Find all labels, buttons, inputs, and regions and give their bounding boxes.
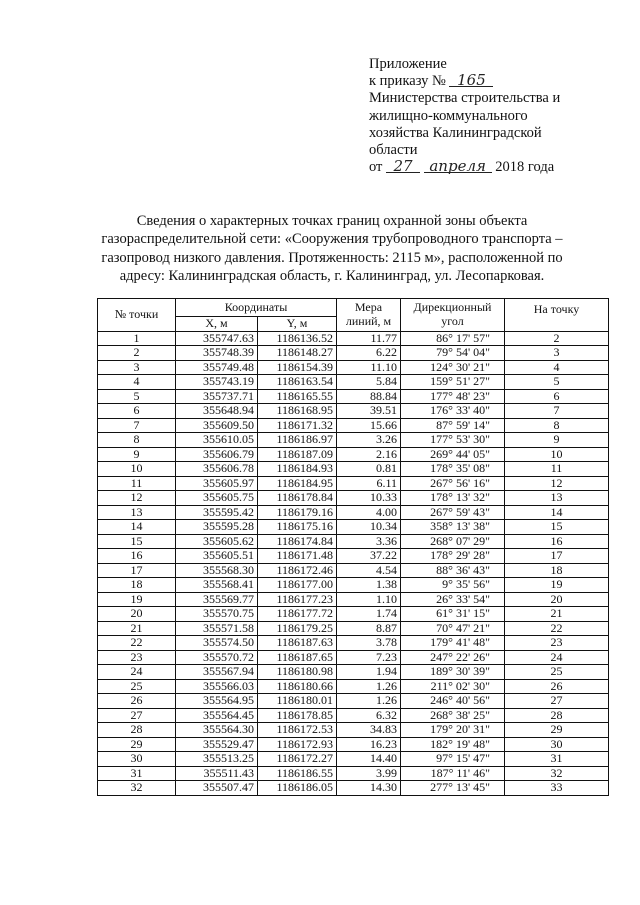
direction-angle-cell: 179° 20' 31"	[401, 723, 505, 738]
to-point-cell: 2	[505, 331, 609, 346]
line-measure-cell: 3.36	[337, 534, 401, 549]
line-measure-cell: 4.00	[337, 505, 401, 520]
line-measure-cell: 1.10	[337, 592, 401, 607]
direction-angle-cell: 70° 47' 21"	[401, 621, 505, 636]
x-coordinate-cell: 355566.03	[176, 679, 258, 694]
y-coordinate-cell: 1186180.66	[258, 679, 337, 694]
header-coordinates: Координаты	[176, 299, 337, 317]
x-coordinate-cell: 355529.47	[176, 737, 258, 752]
point-number-cell: 29	[98, 737, 176, 752]
point-number-cell: 32	[98, 781, 176, 796]
table-row	[98, 433, 609, 448]
header-to-point: На точку	[505, 299, 609, 332]
point-number-cell: 16	[98, 549, 176, 564]
point-number-cell: 22	[98, 636, 176, 651]
header-direction-line-1: Дирекционный	[413, 300, 492, 315]
direction-angle-cell: 124° 30' 21"	[401, 360, 505, 375]
direction-angle-cell: 79° 54' 04"	[401, 346, 505, 361]
to-point-cell: 18	[505, 563, 609, 578]
x-coordinate-cell: 355507.47	[176, 781, 258, 796]
y-coordinate-cell: 1186172.93	[258, 737, 337, 752]
x-coordinate-cell: 355748.39	[176, 346, 258, 361]
table-row	[98, 505, 609, 520]
to-point-cell: 11	[505, 462, 609, 477]
line-measure-cell: 1.74	[337, 607, 401, 622]
direction-angle-cell: 61° 31' 15"	[401, 607, 505, 622]
to-point-cell: 8	[505, 418, 609, 433]
direction-angle-cell: 268° 07' 29"	[401, 534, 505, 549]
line-measure-cell: 6.11	[337, 476, 401, 491]
ministry-line-3: хозяйства Калининградской	[369, 124, 542, 141]
line-measure-cell: 11.10	[337, 360, 401, 375]
y-coordinate-cell: 1186179.25	[258, 621, 337, 636]
line-measure-cell: 34.83	[337, 723, 401, 738]
direction-angle-cell: 177° 48' 23"	[401, 389, 505, 404]
line-measure-cell: 10.33	[337, 491, 401, 506]
line-measure-cell: 14.30	[337, 781, 401, 796]
to-point-cell: 33	[505, 781, 609, 796]
header-x: X, м	[176, 317, 258, 332]
ministry-line-4: области	[369, 142, 418, 159]
table-row	[98, 476, 609, 491]
y-coordinate-cell: 1186186.55	[258, 766, 337, 781]
table-row	[98, 607, 609, 622]
line-measure-cell: 1.38	[337, 578, 401, 593]
x-coordinate-cell: 355605.97	[176, 476, 258, 491]
line-measure-cell: 1.26	[337, 694, 401, 709]
to-point-cell: 30	[505, 737, 609, 752]
x-coordinate-cell: 355747.63	[176, 331, 258, 346]
header-direction-angle	[401, 299, 505, 332]
to-point-cell: 31	[505, 752, 609, 767]
y-coordinate-cell: 1186178.84	[258, 491, 337, 506]
y-coordinate-cell: 1186186.97	[258, 433, 337, 448]
x-coordinate-cell: 355567.94	[176, 665, 258, 680]
x-coordinate-cell: 355737.71	[176, 389, 258, 404]
to-point-cell: 13	[505, 491, 609, 506]
ministry-line-1: Министерства строительства и	[369, 90, 561, 107]
direction-angle-cell: 178° 29' 28"	[401, 549, 505, 564]
point-number-cell: 4	[98, 375, 176, 390]
to-point-cell: 14	[505, 505, 609, 520]
point-number-cell: 8	[98, 433, 176, 448]
to-point-cell: 15	[505, 520, 609, 535]
to-point-cell: 23	[505, 636, 609, 651]
y-coordinate-cell: 1186184.93	[258, 462, 337, 477]
table-row	[98, 781, 609, 796]
line-measure-cell: 7.23	[337, 650, 401, 665]
direction-angle-cell: 267° 59' 43"	[401, 505, 505, 520]
line-measure-cell: 6.32	[337, 708, 401, 723]
table-row	[98, 621, 609, 636]
y-coordinate-cell: 1186168.95	[258, 404, 337, 419]
y-coordinate-cell: 1186172.27	[258, 752, 337, 767]
point-number-cell: 20	[98, 607, 176, 622]
table-row	[98, 563, 609, 578]
point-number-cell: 28	[98, 723, 176, 738]
y-coordinate-cell: 1186180.98	[258, 665, 337, 680]
line-measure-cell: 3.26	[337, 433, 401, 448]
x-coordinate-cell: 355570.72	[176, 650, 258, 665]
table-row	[98, 708, 609, 723]
line-measure-cell: 8.87	[337, 621, 401, 636]
to-point-cell: 20	[505, 592, 609, 607]
x-coordinate-cell: 355569.77	[176, 592, 258, 607]
point-number-cell: 10	[98, 462, 176, 477]
appendix-title: Приложение	[369, 56, 447, 72]
x-coordinate-cell: 355513.25	[176, 752, 258, 767]
direction-angle-cell: 268° 38' 25"	[401, 708, 505, 723]
title-line-3: газопровод низкого давления. Протяженность: 2115 м», расположенной по	[101, 249, 563, 266]
x-coordinate-cell: 355648.94	[176, 404, 258, 419]
table-row	[98, 375, 609, 390]
to-point-cell: 10	[505, 447, 609, 462]
y-coordinate-cell: 1186177.72	[258, 607, 337, 622]
point-number-cell: 25	[98, 679, 176, 694]
boundary-points-table	[97, 298, 609, 796]
order-number-handwritten: 165	[449, 73, 493, 87]
table-row	[98, 636, 609, 651]
to-point-cell: 5	[505, 375, 609, 390]
point-number-cell: 1	[98, 331, 176, 346]
x-coordinate-cell: 355605.51	[176, 549, 258, 564]
ministry-line-2: жилищно-коммунального	[369, 107, 528, 124]
to-point-cell: 25	[505, 665, 609, 680]
line-measure-cell: 4.54	[337, 563, 401, 578]
title-line-1: Сведения о характерных точках границ охранной зоны объекта	[136, 213, 528, 229]
order-prefix: к приказу №	[369, 73, 446, 90]
header-line-measure	[337, 299, 401, 332]
direction-angle-cell: 159° 51' 27"	[401, 375, 505, 390]
x-coordinate-cell: 355606.79	[176, 447, 258, 462]
to-point-cell: 4	[505, 360, 609, 375]
table-row	[98, 331, 609, 346]
direction-angle-cell: 189° 30' 39"	[401, 665, 505, 680]
direction-angle-cell: 178° 35' 08"	[401, 462, 505, 477]
table-row	[98, 592, 609, 607]
table-row	[98, 766, 609, 781]
direction-angle-cell: 88° 36' 43"	[401, 563, 505, 578]
direction-angle-cell: 267° 56' 16"	[401, 476, 505, 491]
y-coordinate-cell: 1186154.39	[258, 360, 337, 375]
table-row	[98, 679, 609, 694]
point-number-cell: 17	[98, 563, 176, 578]
to-point-cell: 16	[505, 534, 609, 549]
document-title	[82, 212, 582, 285]
table-row	[98, 665, 609, 680]
y-coordinate-cell: 1186148.27	[258, 346, 337, 361]
x-coordinate-cell: 355564.95	[176, 694, 258, 709]
x-coordinate-cell: 355595.28	[176, 520, 258, 535]
y-coordinate-cell: 1186187.65	[258, 650, 337, 665]
table-row	[98, 346, 609, 361]
line-measure-cell: 88.84	[337, 389, 401, 404]
to-point-cell: 28	[505, 708, 609, 723]
table-row	[98, 389, 609, 404]
direction-angle-cell: 176° 33' 40"	[401, 404, 505, 419]
point-number-cell: 21	[98, 621, 176, 636]
order-line	[369, 73, 629, 90]
point-number-cell: 3	[98, 360, 176, 375]
table-row	[98, 737, 609, 752]
to-point-cell: 24	[505, 650, 609, 665]
line-measure-cell: 2.16	[337, 447, 401, 462]
title-line-4: адресу: Калининградская область, г. Калининград, ул. Лесопарковая.	[119, 267, 545, 284]
y-coordinate-cell: 1186172.46	[258, 563, 337, 578]
y-coordinate-cell: 1186179.16	[258, 505, 337, 520]
x-coordinate-cell: 355595.42	[176, 505, 258, 520]
header-point-number: № точки	[98, 299, 176, 332]
to-point-cell: 19	[505, 578, 609, 593]
date-month-handwritten: апреля	[424, 159, 492, 173]
direction-angle-cell: 246° 40' 56"	[401, 694, 505, 709]
y-coordinate-cell: 1186174.84	[258, 534, 337, 549]
line-measure-cell: 1.26	[337, 679, 401, 694]
line-measure-cell: 11.77	[337, 331, 401, 346]
point-number-cell: 5	[98, 389, 176, 404]
line-measure-cell: 14.40	[337, 752, 401, 767]
point-number-cell: 30	[98, 752, 176, 767]
table-row	[98, 578, 609, 593]
line-measure-cell: 5.84	[337, 375, 401, 390]
line-measure-cell: 39.51	[337, 404, 401, 419]
table-row	[98, 447, 609, 462]
direction-angle-cell: 187° 11' 46"	[401, 766, 505, 781]
line-measure-cell: 0.81	[337, 462, 401, 477]
direction-angle-cell: 87° 59' 14"	[401, 418, 505, 433]
header-direction-line-2: угол	[441, 313, 464, 328]
line-measure-cell: 6.22	[337, 346, 401, 361]
header-measure-line-1: Мера	[354, 300, 383, 315]
to-point-cell: 21	[505, 607, 609, 622]
table-row	[98, 723, 609, 738]
table-row	[98, 404, 609, 419]
x-coordinate-cell: 355511.43	[176, 766, 258, 781]
direction-angle-cell: 269° 44' 05"	[401, 447, 505, 462]
point-number-cell: 19	[98, 592, 176, 607]
to-point-cell: 9	[505, 433, 609, 448]
point-number-cell: 9	[98, 447, 176, 462]
y-coordinate-cell: 1186171.48	[258, 549, 337, 564]
point-number-cell: 24	[98, 665, 176, 680]
direction-angle-cell: 9° 35' 56"	[401, 578, 505, 593]
x-coordinate-cell: 355749.48	[176, 360, 258, 375]
line-measure-cell: 37.22	[337, 549, 401, 564]
line-measure-cell: 10.34	[337, 520, 401, 535]
y-coordinate-cell: 1186177.23	[258, 592, 337, 607]
to-point-cell: 22	[505, 621, 609, 636]
direction-angle-cell: 26° 33' 54"	[401, 592, 505, 607]
point-number-cell: 26	[98, 694, 176, 709]
x-coordinate-cell: 355605.62	[176, 534, 258, 549]
date-prefix: от	[369, 159, 383, 176]
x-coordinate-cell: 355609.50	[176, 418, 258, 433]
point-number-cell: 31	[98, 766, 176, 781]
date-day-handwritten: 27	[386, 159, 420, 173]
y-coordinate-cell: 1186136.52	[258, 331, 337, 346]
table-row	[98, 650, 609, 665]
line-measure-cell: 3.78	[337, 636, 401, 651]
point-number-cell: 14	[98, 520, 176, 535]
direction-angle-cell: 358° 13' 38"	[401, 520, 505, 535]
line-measure-cell: 15.66	[337, 418, 401, 433]
y-coordinate-cell: 1186180.01	[258, 694, 337, 709]
table-row	[98, 520, 609, 535]
x-coordinate-cell: 355568.41	[176, 578, 258, 593]
to-point-cell: 17	[505, 549, 609, 564]
y-coordinate-cell: 1186187.09	[258, 447, 337, 462]
to-point-cell: 26	[505, 679, 609, 694]
direction-angle-cell: 179° 41' 48"	[401, 636, 505, 651]
direction-angle-cell: 86° 17' 57"	[401, 331, 505, 346]
x-coordinate-cell: 355606.78	[176, 462, 258, 477]
y-coordinate-cell: 1186187.63	[258, 636, 337, 651]
point-number-cell: 23	[98, 650, 176, 665]
x-coordinate-cell: 355610.05	[176, 433, 258, 448]
direction-angle-cell: 97° 15' 47"	[401, 752, 505, 767]
x-coordinate-cell: 355564.30	[176, 723, 258, 738]
table-row	[98, 360, 609, 375]
point-number-cell: 11	[98, 476, 176, 491]
direction-angle-cell: 277° 13' 45"	[401, 781, 505, 796]
x-coordinate-cell: 355743.19	[176, 375, 258, 390]
to-point-cell: 12	[505, 476, 609, 491]
header-measure-line-2: линий, м	[345, 313, 392, 328]
point-number-cell: 13	[98, 505, 176, 520]
to-point-cell: 3	[505, 346, 609, 361]
header-y: Y, м	[258, 317, 337, 332]
line-measure-cell: 1.94	[337, 665, 401, 680]
x-coordinate-cell: 355568.30	[176, 563, 258, 578]
y-coordinate-cell: 1186175.16	[258, 520, 337, 535]
to-point-cell: 29	[505, 723, 609, 738]
x-coordinate-cell: 355571.58	[176, 621, 258, 636]
y-coordinate-cell: 1186165.55	[258, 389, 337, 404]
x-coordinate-cell: 355605.75	[176, 491, 258, 506]
point-number-cell: 15	[98, 534, 176, 549]
to-point-cell: 32	[505, 766, 609, 781]
x-coordinate-cell: 355564.45	[176, 708, 258, 723]
to-point-cell: 7	[505, 404, 609, 419]
date-suffix: 2018 года	[495, 159, 555, 176]
point-number-cell: 27	[98, 708, 176, 723]
table-row	[98, 534, 609, 549]
point-number-cell: 2	[98, 346, 176, 361]
y-coordinate-cell: 1186177.00	[258, 578, 337, 593]
table-row	[98, 694, 609, 709]
table-row	[98, 491, 609, 506]
table-row	[98, 549, 609, 564]
table-row	[98, 752, 609, 767]
direction-angle-cell: 178° 13' 32"	[401, 491, 505, 506]
title-line-2: газораспределительной сети: «Сооружения трубопроводного транспорта –	[101, 231, 563, 248]
y-coordinate-cell: 1186171.32	[258, 418, 337, 433]
appendix-block	[369, 56, 629, 176]
date-line	[369, 159, 629, 176]
direction-angle-cell: 247° 22' 26"	[401, 650, 505, 665]
table-row	[98, 462, 609, 477]
direction-angle-cell: 182° 19' 48"	[401, 737, 505, 752]
x-coordinate-cell: 355574.50	[176, 636, 258, 651]
direction-angle-cell: 177° 53' 30"	[401, 433, 505, 448]
y-coordinate-cell: 1186184.95	[258, 476, 337, 491]
to-point-cell: 6	[505, 389, 609, 404]
y-coordinate-cell: 1186186.05	[258, 781, 337, 796]
y-coordinate-cell: 1186178.85	[258, 708, 337, 723]
x-coordinate-cell: 355570.75	[176, 607, 258, 622]
y-coordinate-cell: 1186172.53	[258, 723, 337, 738]
point-number-cell: 12	[98, 491, 176, 506]
to-point-cell: 27	[505, 694, 609, 709]
point-number-cell: 18	[98, 578, 176, 593]
line-measure-cell: 3.99	[337, 766, 401, 781]
point-number-cell: 7	[98, 418, 176, 433]
y-coordinate-cell: 1186163.54	[258, 375, 337, 390]
table-row	[98, 418, 609, 433]
direction-angle-cell: 211° 02' 30"	[401, 679, 505, 694]
table-body	[98, 331, 609, 795]
point-number-cell: 6	[98, 404, 176, 419]
line-measure-cell: 16.23	[337, 737, 401, 752]
